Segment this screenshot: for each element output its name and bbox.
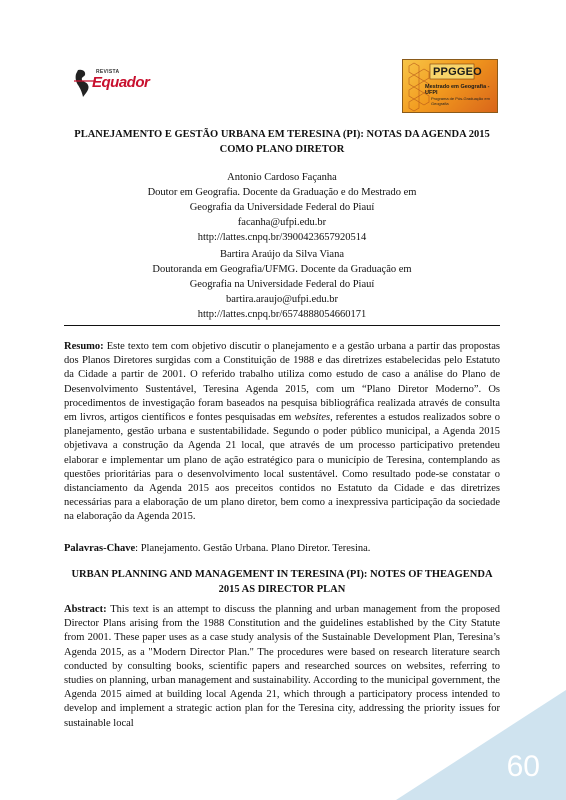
author-affiliation: Doutor em Geografia. Docente da Graduação e do Mestrado em xyxy=(147,187,417,198)
logo-caption: Programa de Pós-Graduação em Geografia xyxy=(431,96,490,106)
resumo-text-cont: , referentes a estudos realizados sobre o planejamento, gestão urbana e sustentabilidade. Segundo o poder público municipal, a Agenda 2015 objetivava a construção da Agenda 21 local, que através de um processo participativo pretendeu elaborar e implementar um plano de ação estratégico para o município de Teresina, contemplando as questões prioritárias para o desenvolvimento local sustentável. Como resultado pode-se constatar o distanciamento da Agenda 2015 aos preceitos contidos no Estatuto da Cidade e das diretrizes necessárias para a elaboração de um plano diretor, bem como a inexpressiva participação da sociedade na elaboração da Agenda 2015. xyxy=(64,412,500,523)
resumo-paragraph xyxy=(64,340,500,525)
author-name: Bartira Araújo da Silva Viana xyxy=(220,249,344,260)
author-affiliation: Doutoranda em Geografia/UFMG. Docente da Graduação em xyxy=(152,264,412,275)
author-block-1 xyxy=(64,170,500,245)
logo-acronym: PPGGEO xyxy=(433,66,482,78)
author-email[interactable]: bartira.araujo@ufpi.edu.br xyxy=(226,294,338,305)
abstract-label: Abstract: xyxy=(64,604,107,615)
author-email[interactable]: facanha@ufpi.edu.br xyxy=(237,217,327,228)
logo-subtitle: Mestrado em Geografia - UFPI xyxy=(425,84,490,96)
paper-title-en: URBAN PLANNING AND MANAGEMENT IN TERESINA (PI): NOTES OF THEAGENDA 2015 AS DIRECTOR PLAN xyxy=(71,569,493,595)
resumo-italic-term: websites xyxy=(294,412,331,424)
author-lattes-link[interactable]: http://lattes.cnpq.br/6574888054660171 xyxy=(197,309,367,320)
author-lattes-link[interactable]: http://lattes.cnpq.br/3900423657920514 xyxy=(197,232,367,243)
logo-equador-text: Equador xyxy=(92,74,150,91)
author-name: Antonio Cardoso Façanha xyxy=(227,172,337,183)
palavras-chave xyxy=(64,542,500,556)
author-block-2 xyxy=(64,247,500,322)
palavras-chave-label: Palavras-Chave xyxy=(64,543,136,554)
ppggeo-logo xyxy=(402,59,498,113)
section-divider xyxy=(64,325,500,326)
resumo-text: Este texto tem com objetivo discutir o planejamento e a gestão urbana a partir das propostas dos Planos Diretores surgidas com a Constituição de 1988 e das diretrizes estabelecidas pelo Estatuto da Cidade a partir de 2001. O referido trabalho utiliza como estudo de caso a análise do Plano de Desenvolvimento Sustentável, Teresina Agenda 2015, com um “Plano Diretor Moderno”. Os procedimentos de investigação foram baseados na pesquisa bibliográfica realizada através de consulta em livros, artigos científicos e fontes pesquisadas em xyxy=(64,341,500,424)
page-number: 60 xyxy=(506,750,540,783)
logo-revista-text: REVISTA xyxy=(96,69,120,75)
paper-title-pt: PLANEJAMENTO E GESTÃO URBANA EM TERESINA (PI): NOTAS DA AGENDA 2015 COMO PLANO DIRETOR xyxy=(74,129,490,155)
palavras-chave-text: : Planejamento. Gestão Urbana. Plano Diretor. Teresina. xyxy=(135,543,371,554)
revista-equador-logo xyxy=(72,66,150,102)
author-affiliation: Geografia da Universidade Federal do Piauí xyxy=(189,202,375,213)
author-affiliation: Geografia na Universidade Federal do Piauí xyxy=(189,279,375,290)
corner-triangle-decoration xyxy=(396,690,566,800)
abstract-text: This text is an attempt to discuss the planning and urban management from the proposed Director Plans arising from the 1988 Constitution and the guidelines established by the City Statute from 2001. These paper uses as a case study analysis of the Sustainable Development Plan, Teresina’s Agenda 2015, as a "Modern Director Plan." The procedures were based on research literature search conducted by consulting books, scientific papers and researched sources on websites, referring to studies on planning, urban management and sustainability. According to the municipal government, the Agenda 2015 aimed at building local Agenda 21, which through a participatory process intended to develop and implement a strategic action plan for the Teresina city, addressing the priority issues for sustainable local xyxy=(64,604,500,729)
resumo-label: Resumo: xyxy=(64,341,104,352)
